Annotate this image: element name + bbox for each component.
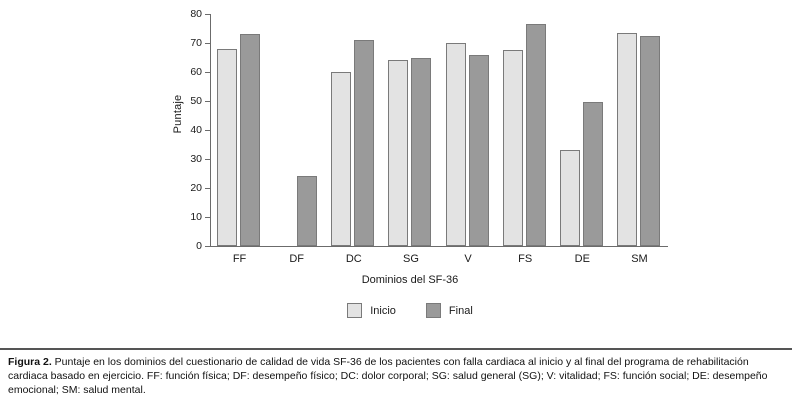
y-tick-mark xyxy=(205,159,210,160)
y-tick-label: 20 xyxy=(190,182,202,194)
bar-group-container xyxy=(211,14,668,246)
x-tick-label: SM xyxy=(631,253,648,265)
bar-final-sm xyxy=(640,36,660,246)
bar-group xyxy=(497,14,554,246)
y-tick-label: 80 xyxy=(190,8,202,20)
x-tick-label: DE xyxy=(574,253,590,265)
bar-inicio-fs xyxy=(503,50,523,246)
legend-item-inicio xyxy=(347,303,396,318)
y-tick-label: 70 xyxy=(190,37,202,49)
y-tick-label: 0 xyxy=(196,240,202,252)
chart-legend xyxy=(150,303,670,318)
bar-inicio-de xyxy=(560,150,580,246)
x-tick-label: DC xyxy=(345,253,362,265)
y-tick-mark xyxy=(205,246,210,247)
y-tick-label: 10 xyxy=(190,211,202,223)
x-tick-label: V xyxy=(464,253,472,265)
bar-final-df xyxy=(297,176,317,246)
bar-final-v xyxy=(469,55,489,246)
legend-item-final xyxy=(426,303,473,318)
x-tick-label: FF xyxy=(232,253,247,265)
caption-divider xyxy=(0,348,792,350)
plot-area xyxy=(150,8,670,265)
y-tick-mark xyxy=(205,217,210,218)
x-tick-label: FS xyxy=(518,253,533,265)
bar-final-fs xyxy=(526,24,546,246)
y-tick-label: 50 xyxy=(190,95,202,107)
bar-inicio-ff xyxy=(217,49,237,246)
bar-final-ff xyxy=(240,34,260,246)
bar-group xyxy=(268,14,325,246)
y-tick-mark xyxy=(205,14,210,15)
legend-swatch-icon-final xyxy=(426,303,441,318)
figure-caption-text: Puntaje en los dominios del cuestionario de calidad de vida SF-36 de los pacientes con falla cardiaca al inicio y al final del programa de rehabilitación cardiaca basado en ejercicio. FF: función física; DF: desempeño físico; DC: dolor corporal; SG: salud general (SG); V: vitalidad; FS: función social; DE: desempeño emocional; SM: salud mental. xyxy=(8,356,768,397)
x-tick-label: DF xyxy=(289,253,305,265)
x-axis-line xyxy=(210,246,668,247)
bar-group xyxy=(440,14,497,246)
y-tick-label: 40 xyxy=(190,124,202,136)
bar-inicio-sm xyxy=(617,33,637,246)
bar-final-sg xyxy=(411,58,431,247)
y-axis-label: Puntaje xyxy=(172,94,184,134)
y-tick-mark xyxy=(205,101,210,102)
bar-group xyxy=(325,14,382,246)
figure-caption xyxy=(8,355,784,398)
figure-caption-label: Figura 2. xyxy=(8,356,52,368)
y-tick-mark xyxy=(205,188,210,189)
y-tick-label: 60 xyxy=(190,66,202,78)
y-tick-label: 30 xyxy=(190,153,202,165)
bar-final-de xyxy=(583,102,603,246)
bar-inicio-sg xyxy=(388,60,408,246)
bar-inicio-v xyxy=(446,43,466,246)
x-tick-label: SG xyxy=(402,253,419,265)
bar-group xyxy=(211,14,268,246)
bar-final-dc xyxy=(354,40,374,246)
y-tick-mark xyxy=(205,43,210,44)
legend-swatch-icon-inicio xyxy=(347,303,362,318)
bar-group xyxy=(611,14,668,246)
x-axis-label: Dominios del SF-36 xyxy=(361,274,459,286)
bar-group xyxy=(554,14,611,246)
legend-label-inicio: Inicio xyxy=(370,304,396,317)
legend-label-final: Final xyxy=(448,304,473,317)
bar-inicio-dc xyxy=(331,72,351,246)
y-tick-mark xyxy=(205,130,210,131)
bar-group xyxy=(382,14,439,246)
y-tick-mark xyxy=(205,72,210,73)
